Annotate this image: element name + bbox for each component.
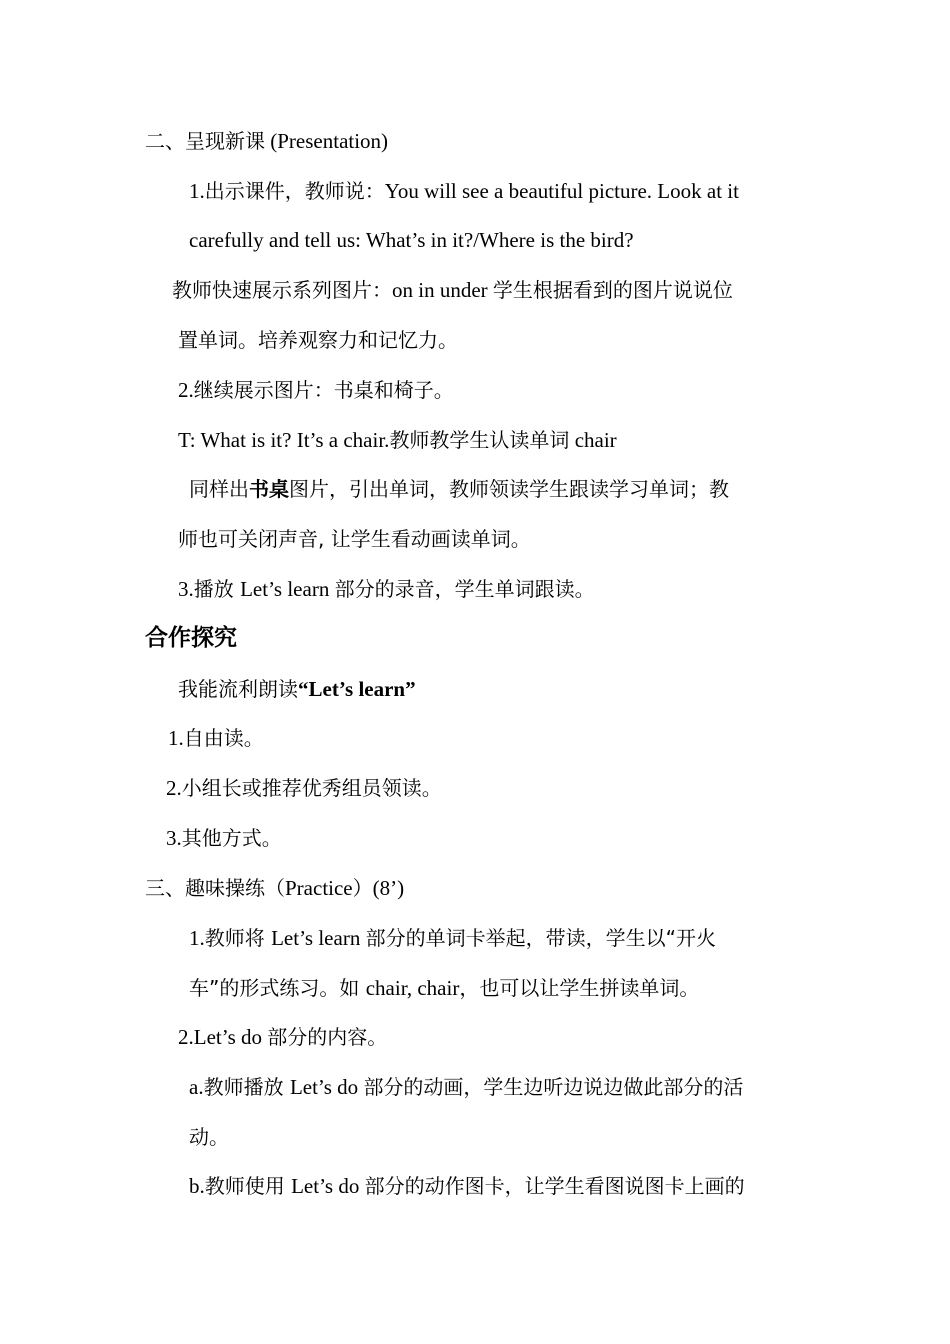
- cooperate-item-text: 小组长或推荐优秀组员领读。: [181, 776, 442, 800]
- section3-item1: [189, 923, 716, 953]
- dialog-en-b: chair: [569, 428, 617, 452]
- item-number: 1.: [189, 179, 205, 203]
- sub-b-cn-b: 部分的动作图卡，让学生看图说图卡上画的: [364, 1174, 745, 1198]
- cooperate-item: [166, 773, 442, 803]
- section2-heading: [145, 126, 388, 156]
- item1-cont: carefully and tell us: What’s in it?/Where is the bird?: [189, 228, 634, 252]
- cooperate-item: [168, 723, 264, 753]
- para2-cont: 师也可关闭声音, 让学生看动画读单词。: [178, 527, 531, 551]
- item-number: 2.: [166, 776, 182, 800]
- section3-heading: [145, 873, 404, 903]
- sub-b-en: Let’s do: [291, 1174, 365, 1198]
- s3-item1-cn-b: 部分的单词卡举起，带读，学生以“开火: [365, 926, 716, 950]
- cooperate-heading-text: 合作探究: [145, 625, 237, 651]
- s3-item1-cont-b: ，也可以让学生拼读单词。: [459, 976, 700, 1000]
- item-number: 1.: [168, 726, 184, 750]
- item3-cn-a: 播放: [193, 577, 241, 601]
- s3-item1-cn-a: 教师将: [204, 926, 272, 950]
- sub-label: a.: [189, 1075, 204, 1099]
- cooperate-intro-cn: 我能流利朗读: [178, 677, 298, 701]
- item-number: 3.: [178, 577, 194, 601]
- para2-cn-a: 同样出: [189, 477, 249, 501]
- sub-label: b.: [189, 1174, 205, 1198]
- cooperate-item: [166, 823, 282, 853]
- para1-cn-a: 教师快速展示系列图片：: [172, 278, 392, 302]
- section3-sub-a-cont: [189, 1122, 229, 1152]
- section2-para2: [189, 474, 729, 504]
- section3-heading-cn-b: ）: [352, 876, 373, 900]
- cooperate-item-text: 其他方式。: [181, 826, 282, 850]
- item-number: 2.: [178, 1025, 194, 1049]
- cooperate-intro-en: “Let’s learn”: [298, 677, 416, 701]
- s3-item2-cn: 部分的内容。: [267, 1025, 388, 1049]
- section2-item2: [178, 375, 454, 405]
- para2-bold: 书桌: [249, 477, 289, 501]
- s3-item1-en: Let’s learn: [271, 926, 366, 950]
- section3-heading-en-b: (8’): [372, 876, 405, 900]
- cooperate-intro: [178, 674, 416, 704]
- sub-a-cont: 动。: [189, 1125, 229, 1149]
- section2-heading-cn: 二、呈现新课: [145, 129, 265, 153]
- para2-cn-b: 图片，引出单词，教师领读学生跟读学习单词；教: [289, 477, 729, 501]
- section2-para2-cont: [178, 524, 531, 554]
- section2-heading-en: (Presentation): [265, 129, 389, 153]
- s3-item1-cont-a: 车”的形式练习。如: [189, 976, 366, 1000]
- item1-cn: 出示课件，教师说：: [204, 179, 385, 203]
- section3-heading-cn-a: 三、趣味操练（: [145, 876, 285, 900]
- section3-item1-cont: [189, 973, 699, 1003]
- para1-cont: 置单词。培养观察力和记忆力。: [178, 328, 458, 352]
- section3-item2: [178, 1022, 387, 1052]
- section2-para1: [172, 275, 733, 305]
- section2-item1-cont: [189, 225, 634, 255]
- section3-sub-b: [189, 1171, 745, 1201]
- section2-para1-cont: [178, 325, 458, 355]
- item-number: 3.: [166, 826, 182, 850]
- sub-a-cn-a: 教师播放: [203, 1075, 290, 1099]
- dialog-cn: 教师教学生认读单词: [389, 428, 570, 452]
- sub-a-en: Let’s do: [289, 1075, 364, 1099]
- item-number: 2.: [178, 378, 194, 402]
- dialog-en: T: What is it? It’s a chair.: [178, 428, 390, 452]
- para1-en: on in under: [392, 278, 493, 302]
- item1-en: You will see a beautiful picture. Look at it: [384, 179, 739, 203]
- section2-item1: [189, 176, 739, 206]
- s3-item1-cont-en: chair, chair: [365, 976, 460, 1000]
- item3-en: Let’s learn: [240, 577, 335, 601]
- item3-cn-b: 部分的录音，学生单词跟读。: [334, 577, 595, 601]
- section3-sub-a: [189, 1072, 743, 1102]
- s3-item2-en: Let’s do: [193, 1025, 268, 1049]
- cooperate-item-text: 自由读。: [183, 726, 264, 750]
- item-number: 1.: [189, 926, 205, 950]
- item2-cn: 继续展示图片：书桌和椅子。: [193, 378, 454, 402]
- section3-heading-en: Practice: [285, 876, 353, 900]
- section2-dialog: [178, 425, 617, 455]
- sub-b-cn-a: 教师使用: [204, 1174, 292, 1198]
- para1-cn-b: 学生根据看到的图片说说位: [492, 278, 733, 302]
- section2-item3: [178, 574, 595, 604]
- cooperate-heading: [145, 623, 237, 653]
- sub-a-cn-b: 部分的动画，学生边听边说边做此部分的活: [363, 1075, 744, 1099]
